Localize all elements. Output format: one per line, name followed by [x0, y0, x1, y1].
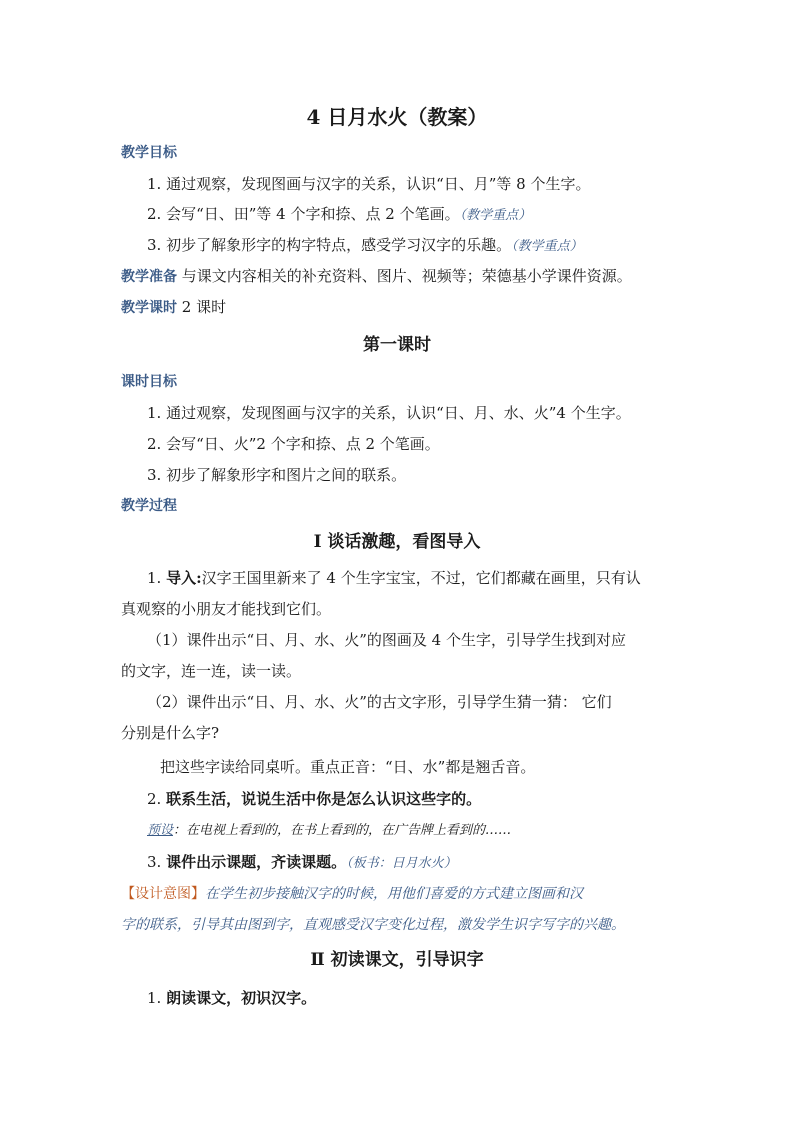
lesson1-goal-heading: 课时目标: [121, 374, 177, 390]
hours-heading: 教学课时: [121, 300, 177, 316]
design-intent-cont: 字的联系，引导其由图到字，直观感受汉字变化过程，激发学生识字写字的兴趣。: [121, 917, 625, 933]
section1-para1-cont: 真观察的小朋友才能找到它们。: [121, 600, 332, 618]
key-point-note: （教学重点）: [511, 239, 583, 254]
section1-para4: 把这些字读给同桌听。重点正音：“日、水”都是翘舌音。: [160, 758, 536, 776]
design-intent-label: 【设计意图】: [121, 886, 205, 902]
document-title: 4 日月水火（教案）: [306, 105, 488, 129]
lesson1-goal-2: 2. 会写“日、火”2 个字和捺、点 2 个笔画。: [147, 435, 440, 453]
lesson1-goal-1: 1. 通过观察，发现图画与汉字的关系，认识“日、月、水、火”4 个生字。: [147, 404, 631, 422]
design-intent: 【设计意图】在学生初步接触汉字的时候，用他们喜爱的方式建立图画和汉: [121, 886, 583, 902]
section1-para3-cont: 分别是什么字?: [121, 724, 220, 742]
section2-para1: 1. 朗读课文，初识汉字。: [147, 989, 317, 1007]
intro-label: 导入:: [166, 569, 202, 587]
goals-heading: 教学目标: [121, 145, 177, 161]
hours-text: 2 课时: [181, 298, 227, 316]
section1-para2: （1）课件出示“日、月、水、火”的图画及 4 个生字，引导学生找到对应: [147, 631, 626, 649]
section1-title: Ⅰ 谈话激趣，看图导入: [313, 532, 481, 552]
section1-para3: （2）课件出示“日、月、水、火”的古文字形，引导学生猜一猜： 它们: [147, 693, 612, 711]
section1-para5: 2. 联系生活，说说生活中你是怎么认识这些字的。: [147, 790, 482, 808]
section2-title: Ⅱ 初读课文，引导识字: [310, 950, 484, 970]
process-heading: 教学过程: [121, 498, 177, 514]
key-point-note: （教学重点）: [459, 208, 532, 223]
preset-line: 预设：在电视上看到的，在书上看到的，在广告牌上看到的……: [147, 823, 512, 838]
section1-para6: 3. 课件出示课题，齐读课题。（板书：日月水火）: [147, 853, 457, 871]
lesson1-goal-3: 3. 初步了解象形字和图片之间的联系。: [147, 466, 407, 484]
prep-text: 与课文内容相关的补充资料、图片、视频等；荣德基小学课件资源。: [181, 267, 632, 285]
preset-label: 预设: [147, 823, 174, 838]
hours-line: [121, 297, 226, 318]
section1-para1: 1. 导入:汉字王国里新来了 4 个生字宝宝，不过，它们都藏在画里，只有认: [147, 569, 641, 587]
goal-item-1: 1. 通过观察，发现图画与汉字的关系，认识“日、月”等 8 个生字。: [147, 175, 591, 193]
lesson1-title: 第一课时: [363, 335, 431, 355]
goal-item-2: 2. 会写“日、田”等 4 个字和捺、点 2 个笔画。（教学重点）: [147, 205, 532, 223]
prep-heading: 教学准备: [121, 269, 177, 285]
board-note: （板书：日月水火）: [346, 856, 457, 871]
section1-para2-cont: 的文字，连一连，读一读。: [121, 662, 302, 680]
prep-line: [121, 266, 632, 287]
goal-item-3: 3. 初步了解象形字的构字特点，感受学习汉字的乐趣。（教学重点）: [147, 236, 583, 254]
